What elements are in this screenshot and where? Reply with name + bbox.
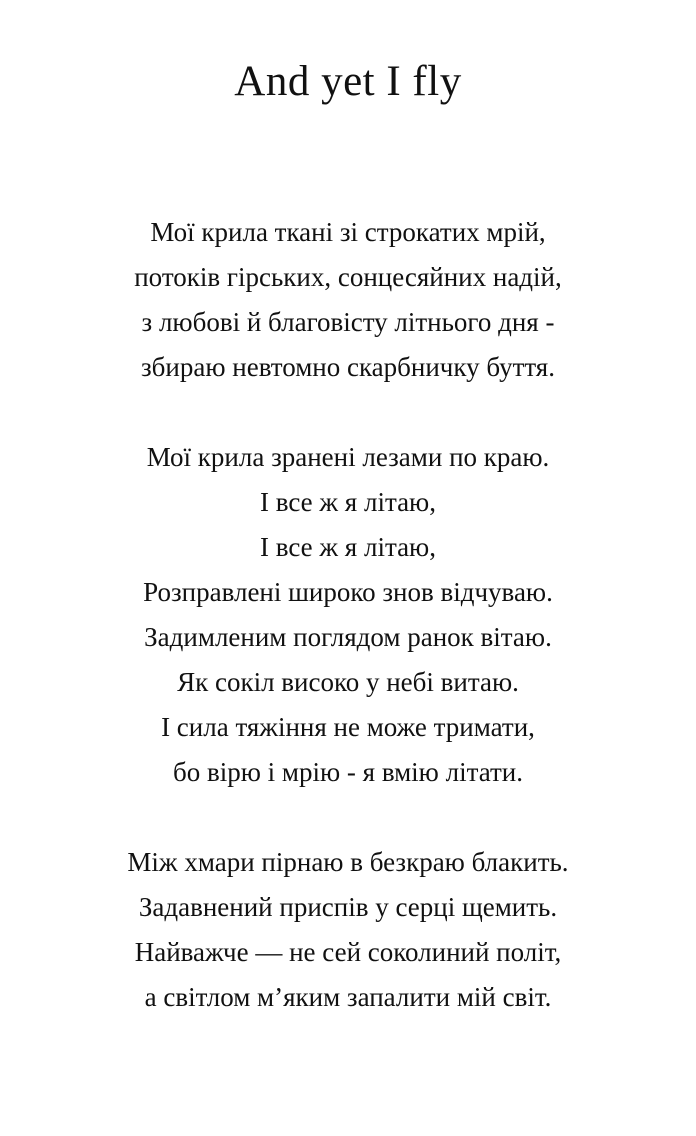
poem-line: бо вірю і мрію - я вмію літати. <box>172 756 523 787</box>
poem-line: Розправлені широко знов відчуваю. <box>143 576 553 607</box>
poem-line: І все ж я літаю, <box>260 486 436 517</box>
stanza-3 <box>0 840 696 1020</box>
poem-line: Задавнений приспів у серці щемить. <box>138 891 558 922</box>
poem-line: І все ж я літаю, <box>260 531 436 562</box>
poem-line: потоків гірських, сонцесяйних надій, <box>134 261 562 292</box>
poem-line: Як сокіл високо у небі витаю. <box>177 666 519 697</box>
poem-line: Мої крила зранені лезами по краю. <box>146 441 550 472</box>
poem-line: Між хмари пірнаю в безкраю блакить. <box>127 846 569 877</box>
page-title: And yet I fly <box>234 58 462 105</box>
poem-line: а світлом м’яким запалити мій світ. <box>144 981 552 1012</box>
poem-line: Мої крила ткані зі строкатих мрій, <box>150 216 546 247</box>
poem-line: збираю невтомно скарбничку буття. <box>141 351 555 382</box>
stanza-1 <box>0 210 696 390</box>
poem-line: І сила тяжіння не може тримати, <box>161 711 535 742</box>
poem-line: Задимленим поглядом ранок вітаю. <box>144 621 552 652</box>
stanza-2 <box>0 435 696 795</box>
poem-line: з любові й благовісту літнього дня - <box>141 306 555 337</box>
poem-line: Найважче — не сей соколиний політ, <box>134 936 562 967</box>
